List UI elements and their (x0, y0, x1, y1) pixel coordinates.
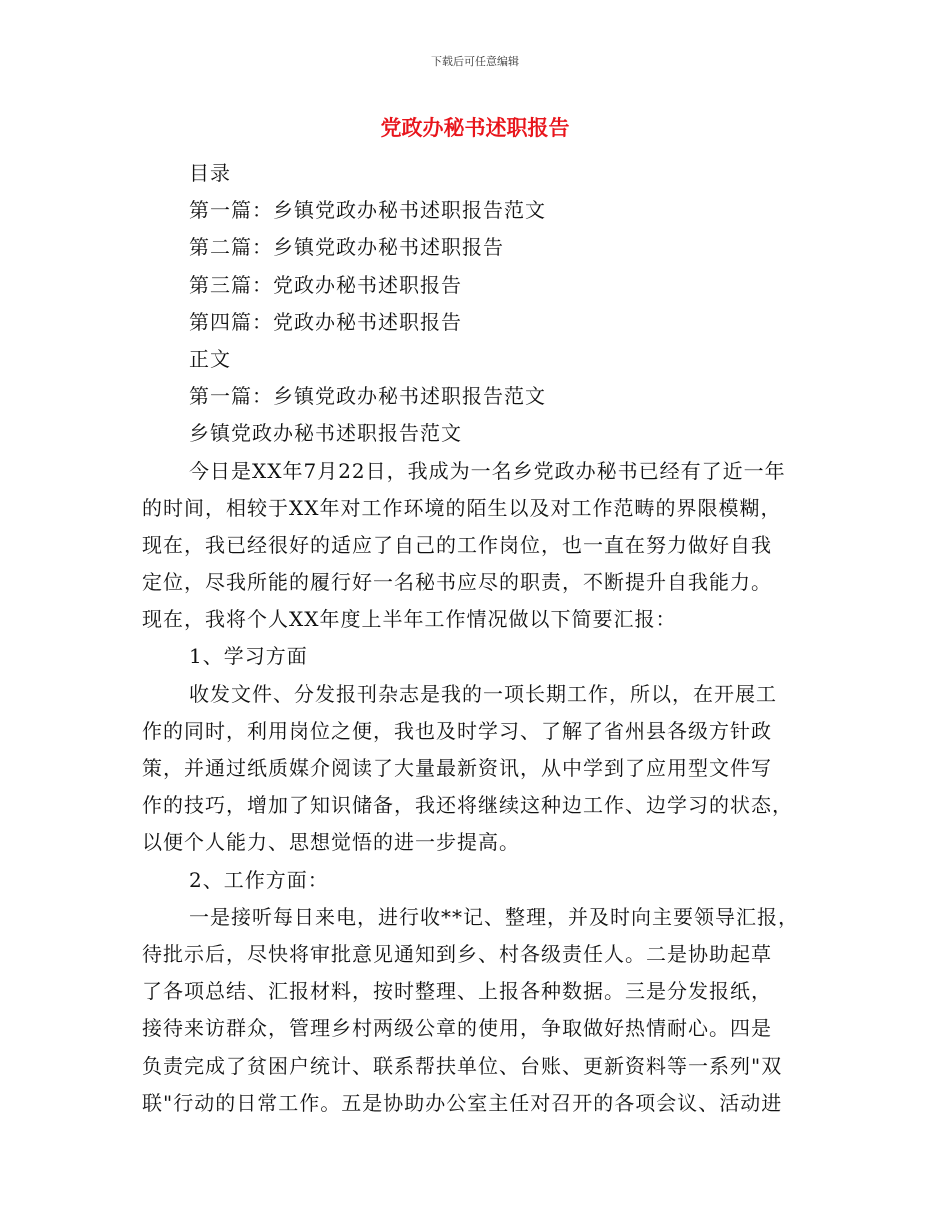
paragraph-line: 现在，我已经很好的适应了自己的工作岗位，也一直在努力做好自我 (142, 532, 772, 557)
header-note: 下载后可任意编辑 (431, 55, 519, 68)
paragraph-line: 今日是XX年7月22日，我成为一名乡党政办秘书已经有了近一年 (189, 458, 786, 483)
document-title: 党政办秘书述职报告 (380, 116, 570, 140)
paragraph-line: 收发文件、分发报刊杂志是我的一项长期工作，所以，在开展工 (189, 681, 777, 706)
toc-heading: 目录 (189, 161, 231, 185)
paragraph-line: 联"行动的日常工作。五是协助办公室主任对召开的各项会议、活动进 (142, 1090, 783, 1115)
paragraph-line: 的时间，相较于XX年对工作环境的陌生以及对工作范畴的界限模糊， (142, 495, 782, 520)
paragraph-line: 作的技巧，增加了知识储备，我还将继续这种边工作、边学习的状态， (142, 793, 793, 818)
paragraph-line: 负责完成了贫困户统计、联系帮扶单位、台账、更新资料等一系列"双 (142, 1053, 783, 1078)
toc-item: 第一篇：乡镇党政办秘书述职报告范文 (189, 198, 546, 223)
part-title: 第一篇：乡镇党政办秘书述职报告范文 (189, 384, 546, 409)
paragraph-line: 待批示后，尽快将审批意见通知到乡、村各级责任人。二是协助起草 (142, 941, 772, 966)
toc-item: 第四篇：党政办秘书述职报告 (189, 309, 462, 334)
section-heading: 1、学习方面 (189, 644, 308, 669)
paragraph-line: 定位，尽我所能的履行好一名秘书应尽的职责，不断提升自我能力。 (142, 570, 772, 595)
paragraph-line: 一是接听每日来电，进行收**记、整理，并及时向主要领导汇报， (189, 904, 799, 929)
paragraph-line: 了各项总结、汇报材料，按时整理、上报各种数据。三是分发报纸， (142, 979, 772, 1004)
toc-item: 第三篇：党政办秘书述职报告 (189, 272, 462, 297)
paragraph-line: 作的同时，利用岗位之便，我也及时学习、了解了省州县各级方针政 (142, 718, 772, 743)
body-heading: 正文 (189, 346, 231, 371)
part-subtitle: 乡镇党政办秘书述职报告范文 (189, 421, 462, 446)
document-body (142, 155, 812, 1122)
paragraph-line: 接待来访群众，管理乡村两级公章的使用，争取做好热情耐心。四是 (142, 1016, 772, 1041)
paragraph-line: 以便个人能力、思想觉悟的进一步提高。 (142, 830, 520, 855)
section-heading: 2、工作方面： (189, 867, 329, 892)
paragraph-line: 现在，我将个人XX年度上半年工作情况做以下简要汇报： (142, 607, 677, 632)
paragraph-line: 策，并通过纸质媒介阅读了大量最新资讯，从中学到了应用型文件写 (142, 756, 772, 780)
toc-item: 第二篇：乡镇党政办秘书述职报告 (189, 235, 504, 260)
